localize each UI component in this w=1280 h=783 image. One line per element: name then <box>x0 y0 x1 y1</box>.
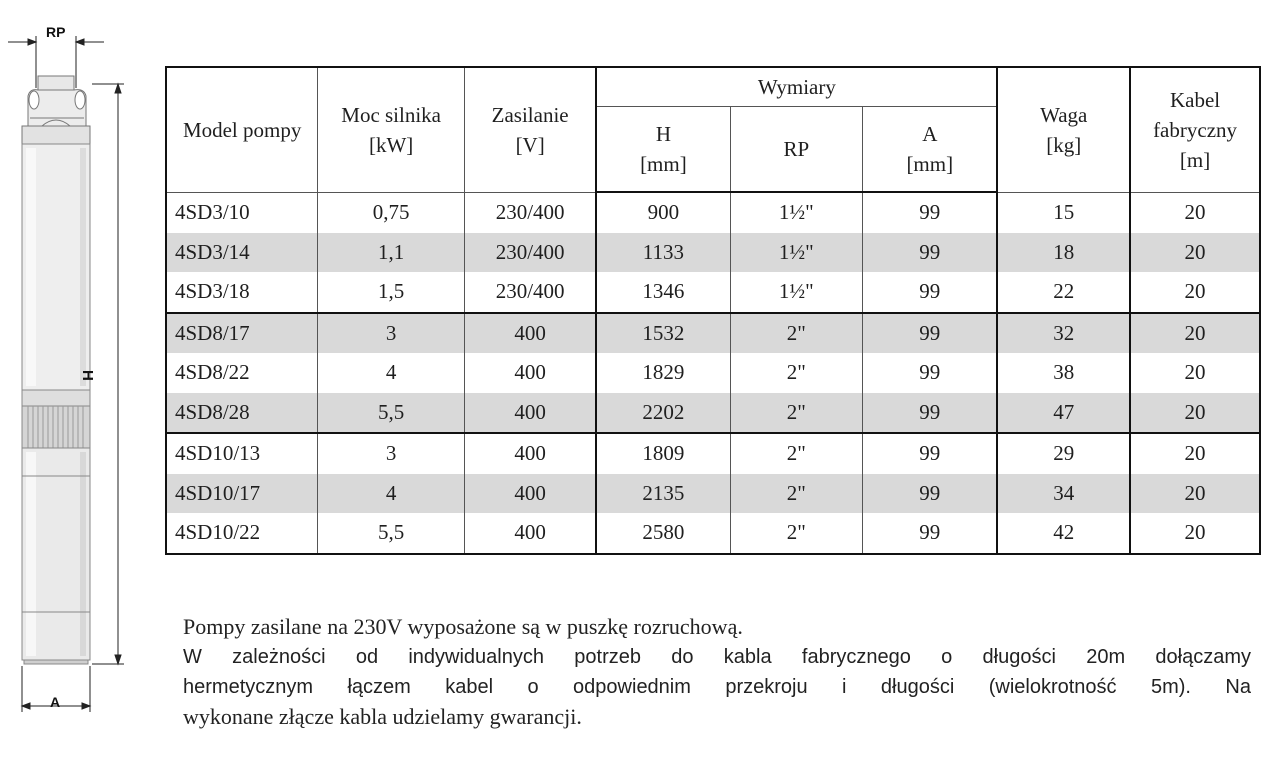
header-weight: Waga [kg] <box>997 67 1130 192</box>
rp-dimension-label: RP <box>46 24 66 40</box>
cell-power: 1,5 <box>318 272 465 313</box>
note-line-3: hermetycznym łączem kabel o odpowiednim przekroju i długości (wielokrotność 5m). Na <box>183 676 1251 698</box>
cell-rp: 2" <box>730 474 863 514</box>
cell-power: 5,5 <box>318 513 465 554</box>
header-h: H [mm] <box>596 107 730 193</box>
cell-weight: 34 <box>997 474 1130 514</box>
cell-rp: 1½" <box>730 233 863 273</box>
table-row <box>166 433 1260 474</box>
cell-supply: 230/400 <box>464 192 596 233</box>
pump-head <box>22 76 90 144</box>
cell-supply: 400 <box>464 513 596 554</box>
cell-cable: 20 <box>1130 474 1260 514</box>
cell-weight: 32 <box>997 313 1130 354</box>
cell-weight: 29 <box>997 433 1130 474</box>
table-row <box>166 192 1260 233</box>
cell-power: 3 <box>318 313 465 354</box>
cell-model: 4SD8/17 <box>166 313 318 354</box>
table-row <box>166 353 1260 393</box>
cell-model: 4SD10/22 <box>166 513 318 554</box>
note-line-4: wykonane złącze kabla udzielamy gwarancji. <box>183 704 582 729</box>
cell-rp: 2" <box>730 513 863 554</box>
cell-rp: 1½" <box>730 272 863 313</box>
table-row <box>166 313 1260 354</box>
header-rp: RP <box>730 107 863 193</box>
cell-cable: 20 <box>1130 513 1260 554</box>
cell-power: 5,5 <box>318 393 465 434</box>
pump-body <box>22 144 90 664</box>
cell-a: 99 <box>863 513 998 554</box>
cell-rp: 2" <box>730 353 863 393</box>
table-row <box>166 272 1260 313</box>
cell-model: 4SD8/22 <box>166 353 318 393</box>
cell-a: 99 <box>863 192 998 233</box>
cell-a: 99 <box>863 272 998 313</box>
cell-h: 1532 <box>596 313 730 354</box>
cell-h: 1133 <box>596 233 730 273</box>
cell-supply: 400 <box>464 433 596 474</box>
cell-model: 4SD3/18 <box>166 272 318 313</box>
cell-rp: 2" <box>730 393 863 434</box>
cell-h: 1809 <box>596 433 730 474</box>
cell-model: 4SD10/13 <box>166 433 318 474</box>
cell-cable: 20 <box>1130 313 1260 354</box>
h-dimension <box>92 84 124 664</box>
h-dimension-label: H <box>79 370 96 381</box>
cell-model: 4SD10/17 <box>166 474 318 514</box>
table-row <box>166 393 1260 434</box>
cell-weight: 38 <box>997 353 1130 393</box>
cell-h: 2135 <box>596 474 730 514</box>
cell-weight: 18 <box>997 233 1130 273</box>
cell-h: 2202 <box>596 393 730 434</box>
cell-power: 1,1 <box>318 233 465 273</box>
cell-cable: 20 <box>1130 393 1260 434</box>
header-power: Moc silnika [kW] <box>318 67 465 192</box>
header-cable: Kabel fabryczny [m] <box>1130 67 1260 192</box>
note-line-1: Pompy zasilane na 230V wyposażone są w puszkę rozruchową. <box>183 614 743 639</box>
cell-a: 99 <box>863 313 998 354</box>
table-row <box>166 513 1260 554</box>
cell-weight: 22 <box>997 272 1130 313</box>
cell-a: 99 <box>863 233 998 273</box>
cell-h: 1346 <box>596 272 730 313</box>
cell-supply: 400 <box>464 313 596 354</box>
cell-cable: 20 <box>1130 353 1260 393</box>
note-line-2: W zależności od indywidualnych potrzeb do kabla fabrycznego o długości 20m dołączamy <box>183 646 1251 668</box>
cell-cable: 20 <box>1130 433 1260 474</box>
cell-supply: 400 <box>464 393 596 434</box>
cell-supply: 400 <box>464 353 596 393</box>
cell-power: 3 <box>318 433 465 474</box>
cell-h: 2580 <box>596 513 730 554</box>
cell-supply: 230/400 <box>464 272 596 313</box>
cell-power: 0,75 <box>318 192 465 233</box>
cell-model: 4SD3/10 <box>166 192 318 233</box>
cell-h: 900 <box>596 192 730 233</box>
cell-weight: 15 <box>997 192 1130 233</box>
cell-model: 4SD8/28 <box>166 393 318 434</box>
notes-block <box>183 612 1251 732</box>
cell-weight: 47 <box>997 393 1130 434</box>
cell-cable: 20 <box>1130 233 1260 273</box>
cell-power: 4 <box>318 474 465 514</box>
table-row <box>166 233 1260 273</box>
cell-model: 4SD3/14 <box>166 233 318 273</box>
cell-weight: 42 <box>997 513 1130 554</box>
a-dimension-label: A <box>50 694 61 710</box>
cell-rp: 2" <box>730 433 863 474</box>
cell-cable: 20 <box>1130 272 1260 313</box>
cell-rp: 2" <box>730 313 863 354</box>
cell-supply: 400 <box>464 474 596 514</box>
pump-illustration <box>0 0 140 783</box>
header-a: A [mm] <box>863 107 998 193</box>
cell-cable: 20 <box>1130 192 1260 233</box>
cell-a: 99 <box>863 393 998 434</box>
cell-a: 99 <box>863 433 998 474</box>
header-dimensions: Wymiary <box>596 67 997 107</box>
cell-power: 4 <box>318 353 465 393</box>
cell-supply: 230/400 <box>464 233 596 273</box>
header-model: Model pompy <box>166 67 318 192</box>
header-supply: Zasilanie [V] <box>464 67 596 192</box>
table-row <box>166 474 1260 514</box>
cell-h: 1829 <box>596 353 730 393</box>
pump-spec-table <box>165 66 1261 555</box>
cell-a: 99 <box>863 474 998 514</box>
cell-rp: 1½" <box>730 192 863 233</box>
cell-a: 99 <box>863 353 998 393</box>
